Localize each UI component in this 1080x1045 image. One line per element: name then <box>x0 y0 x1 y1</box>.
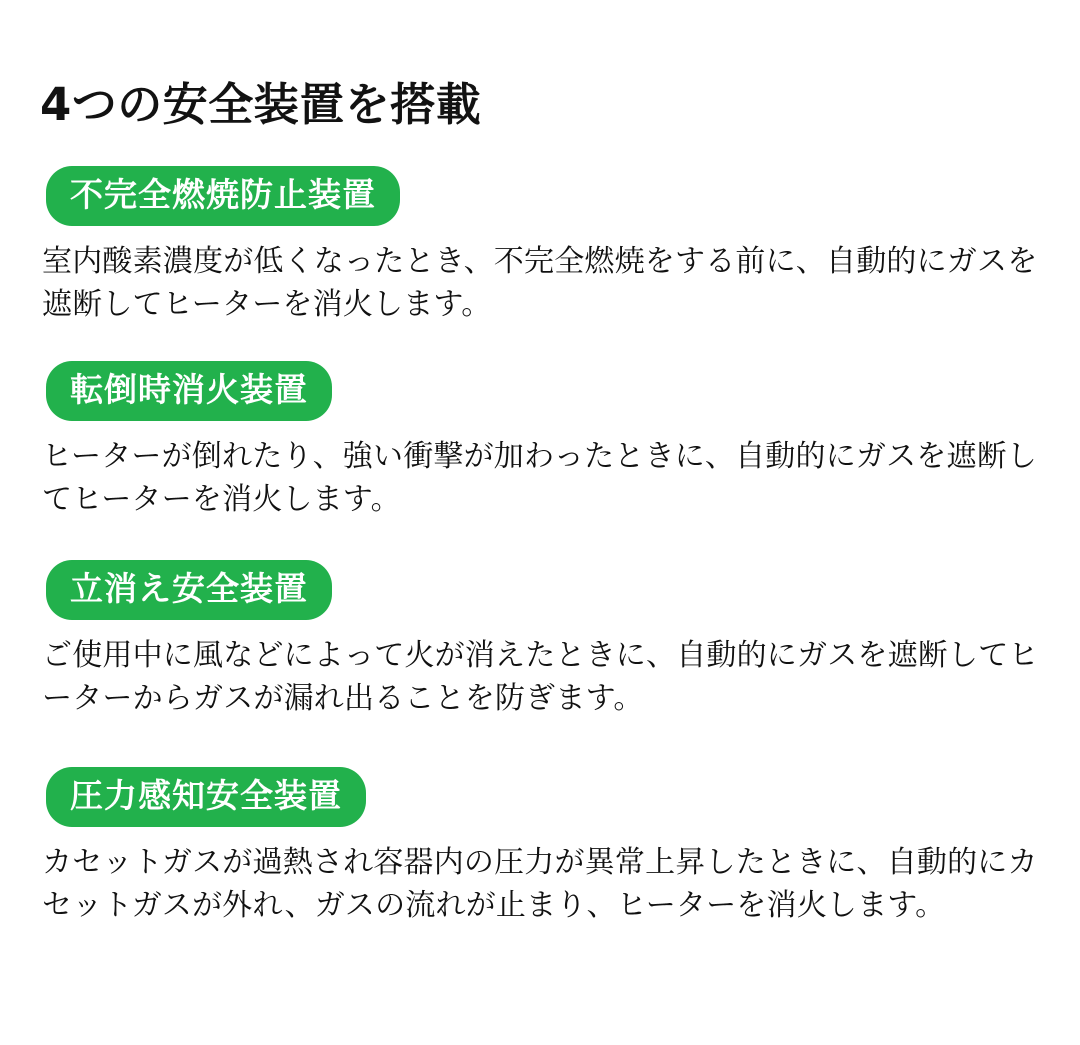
feature-badge-pressure-sensing-safety: 圧力感知安全装置 <box>46 767 366 827</box>
feature-description: ヒーターが倒れたり、強い衝撃が加わったときに、自動的にガスを遮断してヒーターを消火します。 <box>42 438 1038 518</box>
feature-badge-flame-failure-safety: 立消え安全装置 <box>46 560 332 620</box>
feature-description: ご使用中に風などによって火が消えたときに、自動的にガスを遮断してヒーターからガスが漏れ出ることを防ぎます。 <box>42 637 1039 717</box>
feature-item <box>40 767 1040 928</box>
feature-item <box>40 560 1040 721</box>
feature-item <box>40 361 1040 522</box>
safety-feature-list <box>40 166 1040 928</box>
feature-badge-tip-over-shutoff: 転倒時消火装置 <box>46 361 332 421</box>
page-title: 4つの安全装置を搭載 <box>40 78 482 131</box>
feature-description: 室内酸素濃度が低くなったとき、不完全燃焼をする前に、自動的にガスを遮断してヒーターを消火します。 <box>42 243 1038 323</box>
feature-description: カセットガスが過熱され容器内の圧力が異常上昇したときに、自動的にカセットガスが外れ、ガスの流れが止まり、ヒーターを消火します。 <box>42 844 1038 924</box>
feature-badge-incomplete-combustion-prevention: 不完全燃焼防止装置 <box>46 166 400 226</box>
feature-item <box>40 166 1040 327</box>
